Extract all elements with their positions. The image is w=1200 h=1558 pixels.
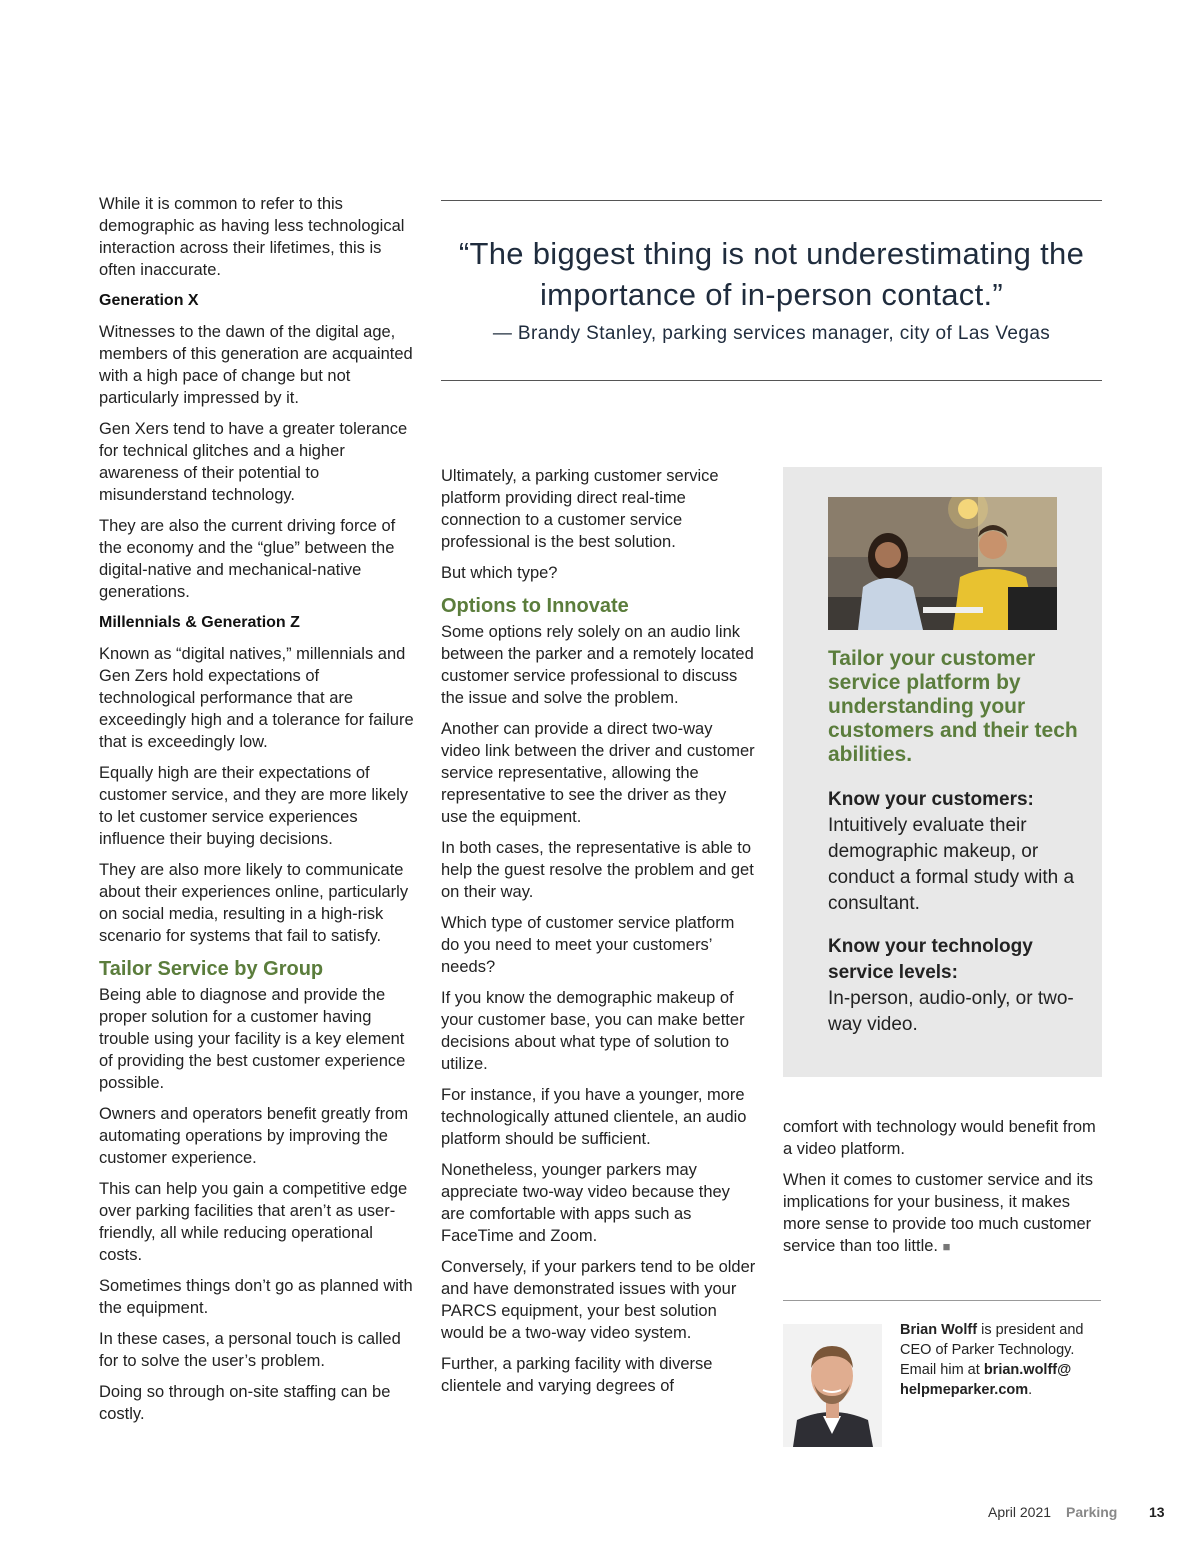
paragraph: Owners and operators benefit greatly from automating operations by improving the customer experience. bbox=[99, 1105, 409, 1167]
know-technology-block bbox=[828, 934, 1088, 1038]
page-number: 13 bbox=[1149, 1504, 1165, 1520]
pull-quote-attribution: — Brandy Stanley, parking services manager, city of Las Vegas bbox=[492, 323, 1051, 344]
paragraph: Known as “digital natives,” millennials and Gen Zers hold expectations of technological performance that are exceedingly high and a tolerance for failure that is exceedingly low. bbox=[99, 645, 414, 751]
paragraph: Equally high are their expectations of customer service, and they are more likely to let customer service experiences influence their buying decisions. bbox=[99, 764, 409, 848]
pull-quote bbox=[441, 200, 1102, 381]
know-customers-block bbox=[828, 787, 1088, 917]
closing-paragraph-text: When it comes to customer service and its implications for your business, it makes more sense to provide too much customer service than too little. bbox=[783, 1171, 1093, 1255]
know-customers-label: Know your customers: bbox=[828, 789, 1034, 810]
paragraph: Ultimately, a parking customer service platform providing direct real-time connection to a customer service professional is the best solution. bbox=[441, 467, 719, 551]
paragraph: But which type? bbox=[441, 564, 558, 582]
paragraph: This can help you gain a competitive edge over parking facilities that aren’t as user-friendly, all while reducing operational costs. bbox=[99, 1180, 408, 1264]
article-column-1 bbox=[99, 193, 419, 1434]
sidebar-heading: Tailor your customer service platform by understanding your customers and their tech abilities. bbox=[828, 647, 1078, 766]
author-headshot bbox=[783, 1324, 882, 1447]
divider bbox=[441, 200, 1102, 201]
paragraph: If you know the demographic makeup of your customer base, you can make better decisions about what type of solution to utilize. bbox=[441, 989, 745, 1073]
paragraph: In both cases, the representative is able to help the guest resolve the problem and get on their way. bbox=[441, 839, 754, 901]
bio-text: is president and CEO of Parker Technology. Email him at bbox=[900, 1322, 1084, 1378]
author-name: Brian Wolff bbox=[900, 1322, 978, 1338]
pull-quote-text: “The biggest thing is not underestimating the importance of in-person contact.” bbox=[458, 236, 1085, 312]
paragraph: Sometimes things don’t go as planned with the equipment. bbox=[99, 1277, 413, 1317]
issue-date: April 2021 bbox=[988, 1504, 1052, 1520]
paragraph: Some options rely solely on an audio link between the parker and a remotely located customer service professional to discuss the issue and solve the problem. bbox=[441, 623, 754, 707]
paragraph: They are also the current driving force of the economy and the “glue” between the digital-native and mechanical-native generations. bbox=[99, 517, 396, 601]
bio-divider bbox=[783, 1300, 1101, 1301]
generation-x-heading: Generation X bbox=[99, 292, 199, 309]
millennials-heading: Millennials & Generation Z bbox=[99, 614, 300, 631]
intro-paragraph: While it is common to refer to this demographic as having less technological interaction across their lifetimes, this is often inaccurate. bbox=[99, 195, 405, 279]
article-column-3 bbox=[783, 1116, 1103, 1267]
paragraph: Another can provide a direct two-way video link between the driver and customer service representative, allowing the representative to see the driver as they use the equipment. bbox=[441, 720, 755, 826]
paragraph: Doing so through on-site staffing can be costly. bbox=[99, 1383, 391, 1423]
paragraph: Being able to diagnose and provide the proper solution for a customer having trouble using your facility is a key element of providing the best customer experience possible. bbox=[99, 986, 406, 1092]
know-customers-text: Intuitively evaluate their demographic makeup, or conduct a formal study with a consultant. bbox=[828, 815, 1075, 914]
magazine-name: Parking bbox=[1066, 1504, 1118, 1520]
meeting-photo bbox=[828, 497, 1057, 630]
know-technology-label: Know your technology service levels: bbox=[828, 936, 1033, 983]
paragraph bbox=[783, 1169, 1103, 1258]
paragraph: comfort with technology would benefit from a video platform. bbox=[783, 1118, 1096, 1158]
know-technology-text: In-person, audio-only, or two-way video. bbox=[828, 988, 1074, 1035]
options-heading: Options to Innovate bbox=[441, 595, 629, 617]
end-mark-icon: ■ bbox=[942, 1239, 951, 1254]
divider bbox=[441, 380, 1102, 381]
paragraph: They are also more likely to communicate about their experiences online, particularly on social media, resulting in a high-risk scenario for systems that fail to satisfy. bbox=[99, 861, 409, 945]
tailor-service-heading: Tailor Service by Group bbox=[99, 958, 324, 980]
sidebar-box bbox=[783, 467, 1102, 1077]
paragraph: Witnesses to the dawn of the digital age, members of this generation are acquainted with a high pace of change but not particularly impressed by it. bbox=[99, 323, 413, 407]
paragraph: Conversely, if your parkers tend to be older and have demonstrated issues with your PARCS equipment, your best solution would be a two-way video system. bbox=[441, 1258, 756, 1342]
paragraph: For instance, if you have a younger, more technologically attuned clientele, an audio platform should be sufficient. bbox=[441, 1086, 747, 1148]
bio-text-end: . bbox=[1028, 1382, 1033, 1398]
paragraph: Nonetheless, younger parkers may appreciate two-way video because they are comfortable with apps such as FaceTime and Zoom. bbox=[441, 1161, 730, 1245]
paragraph: Which type of customer service platform do you need to meet your customers’ needs? bbox=[441, 914, 735, 976]
paragraph: Gen Xers tend to have a greater tolerance for technical glitches and a higher awareness of their potential to misunderstand technology. bbox=[99, 420, 408, 504]
paragraph: In these cases, a personal touch is called for to solve the user’s problem. bbox=[99, 1330, 401, 1370]
paragraph: Further, a parking facility with diverse clientele and varying degrees of bbox=[441, 1355, 713, 1395]
article-column-2 bbox=[441, 465, 756, 1406]
author-email-link[interactable]: brian.wolff@ helpmeparker.com bbox=[900, 1362, 1072, 1398]
author-bio bbox=[900, 1320, 1105, 1400]
page-footer bbox=[960, 1500, 1170, 1524]
